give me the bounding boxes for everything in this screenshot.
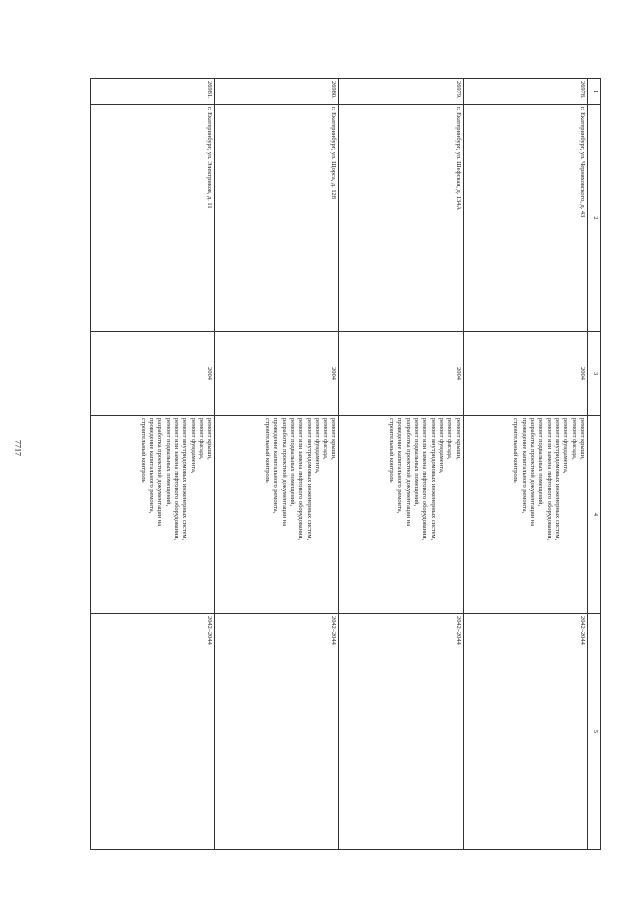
table-row xyxy=(463,79,587,850)
rotated-table-wrapper xyxy=(90,78,601,849)
works-list xyxy=(339,416,463,614)
work-item: ремонт внутридомовых инженерных систем, xyxy=(554,418,562,541)
table-body xyxy=(91,79,588,850)
work-item: ремонт или замена лифтового оборудования, xyxy=(545,418,553,541)
work-item: ремонт или замена лифтового оборудования, xyxy=(421,418,429,541)
table-row xyxy=(91,79,215,850)
work-item: проведение капитального ремонта, xyxy=(396,418,404,514)
works-list xyxy=(91,416,215,614)
header-cell-2: 2 xyxy=(588,105,601,332)
building-address: г. Екатеринбург, ул. Черняховского, д. 43 xyxy=(463,105,587,332)
work-item: ремонт внутридомовых инженерных систем, xyxy=(429,418,437,541)
repair-period: 2042–2044 xyxy=(215,614,339,850)
construction-year: 2004 xyxy=(463,332,587,416)
work-item: строительный контроль xyxy=(512,418,520,483)
header-cell-4: 4 xyxy=(588,416,601,614)
construction-year: 2004 xyxy=(215,332,339,416)
work-item: ремонт подвальных помещений, xyxy=(164,418,172,507)
header-row xyxy=(588,79,601,850)
work-item: проведение капитального ремонта, xyxy=(147,418,155,514)
table-row xyxy=(215,79,339,850)
work-item: ремонт подвальных помещений, xyxy=(413,418,421,507)
table-row xyxy=(339,79,463,850)
work-item: ремонт подвальных помещений, xyxy=(537,418,545,507)
building-address: г. Екатеринбург, ул. Щорса, д. 128 xyxy=(215,105,339,332)
work-item: ремонт фундамента, xyxy=(438,418,446,474)
work-item: ремонт фасада, xyxy=(446,418,454,460)
repair-period: 2042–2044 xyxy=(339,614,463,850)
work-item: ремонт внутридомовых инженерных систем, xyxy=(181,418,189,541)
page-number: 7717 xyxy=(13,440,23,456)
work-item: ремонт фундамента, xyxy=(562,418,570,474)
building-address: г. Екатеринбург, ул. Электриков, д. 11 xyxy=(91,105,215,332)
work-item: проведение капитального ремонта, xyxy=(272,418,280,514)
works-list xyxy=(215,416,339,614)
repair-period: 2042–2044 xyxy=(91,614,215,850)
work-item: ремонт фундамента, xyxy=(313,418,321,474)
row-number: 26980. xyxy=(215,79,339,105)
building-address: г. Екатеринбург, ул. Шефская, д. 134А xyxy=(339,105,463,332)
work-item: ремонт или замена лифтового оборудования, xyxy=(297,418,305,541)
work-item: проведение капитального ремонта, xyxy=(520,418,528,514)
header-cell-1: 1 xyxy=(588,79,601,105)
repair-register-table xyxy=(90,78,601,850)
work-item: ремонт крыши, xyxy=(454,418,462,460)
work-item: разработка проектной документации на xyxy=(404,418,412,527)
work-item: ремонт фасада, xyxy=(197,418,205,460)
work-item: ремонт фасада, xyxy=(322,418,330,460)
work-item: ремонт подвальных помещений, xyxy=(288,418,296,507)
row-number: 26981. xyxy=(91,79,215,105)
work-item: строительный контроль xyxy=(139,418,147,483)
repair-period: 2042–2044 xyxy=(463,614,587,850)
work-item: ремонт фасада, xyxy=(570,418,578,460)
header-cell-3: 3 xyxy=(588,332,601,416)
work-item: строительный контроль xyxy=(388,418,396,483)
header-cell-5: 5 xyxy=(588,614,601,850)
work-item: ремонт или замена лифтового оборудования, xyxy=(172,418,180,541)
work-item: ремонт крыши, xyxy=(579,418,586,460)
row-number: 26979. xyxy=(339,79,463,105)
work-item: строительный контроль xyxy=(263,418,271,483)
work-item: разработка проектной документации на xyxy=(156,418,164,527)
work-item: разработка проектной документации на xyxy=(280,418,288,527)
construction-year: 2004 xyxy=(339,332,463,416)
construction-year: 2004 xyxy=(91,332,215,416)
work-item: ремонт фундамента, xyxy=(189,418,197,474)
row-number: 26978. xyxy=(463,79,587,105)
work-item: ремонт крыши, xyxy=(330,418,338,460)
work-item: ремонт внутридомовых инженерных систем, xyxy=(305,418,313,541)
work-item: ремонт крыши, xyxy=(206,418,214,460)
work-item: разработка проектной документации на xyxy=(529,418,537,527)
works-list xyxy=(463,416,587,614)
